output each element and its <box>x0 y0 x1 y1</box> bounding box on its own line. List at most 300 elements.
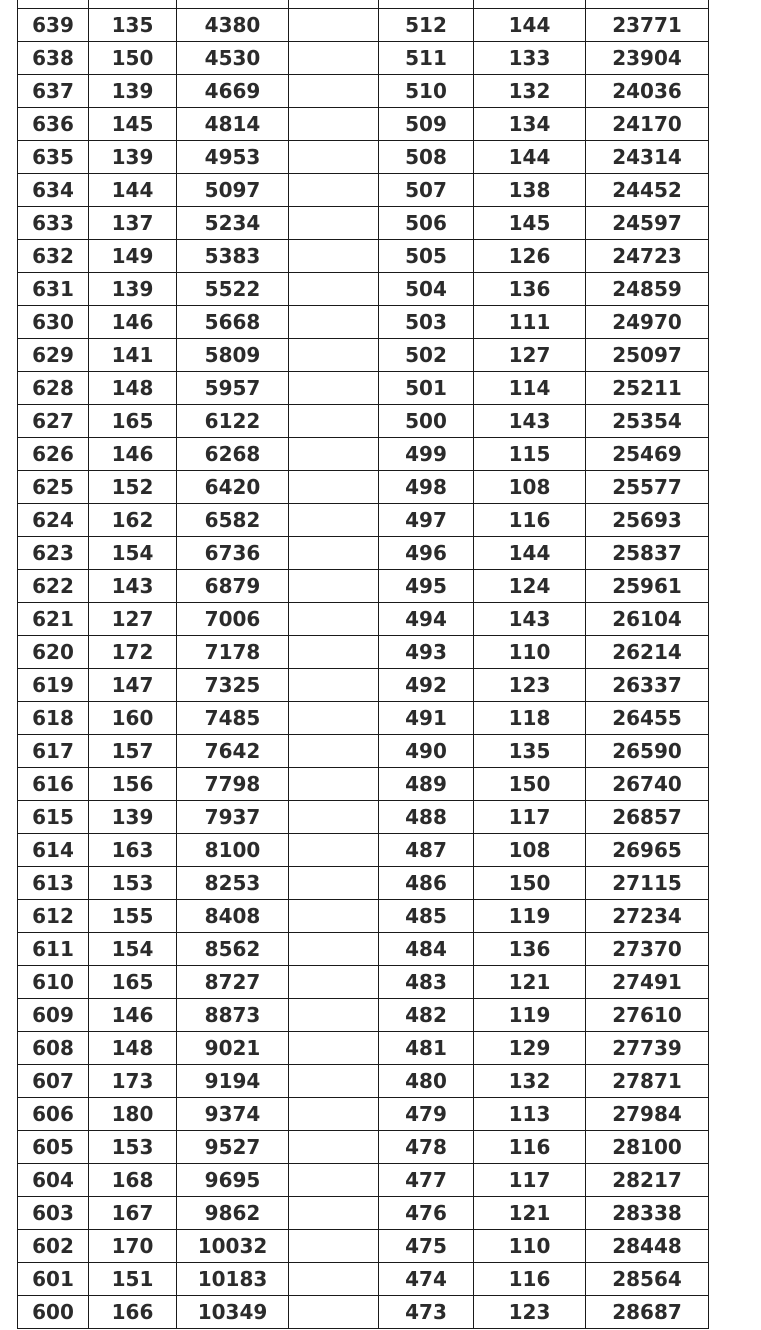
cell-cumulative-a: 8727 <box>177 966 289 999</box>
table-row <box>18 306 709 339</box>
cell-cumulative-b: 28100 <box>586 1131 709 1164</box>
table-row <box>18 207 709 240</box>
cell-cumulative-b: 23904 <box>586 42 709 75</box>
table-row <box>18 240 709 273</box>
cell-cumulative-b: 26214 <box>586 636 709 669</box>
cell-spacer <box>289 669 379 702</box>
cell-score-b: 475 <box>379 1230 474 1263</box>
cell-cumulative-a: 10032 <box>177 1230 289 1263</box>
cell-score-a: 634 <box>18 174 89 207</box>
cell-count-b: 129 <box>474 1032 586 1065</box>
cell-cumulative-b: 26857 <box>586 801 709 834</box>
cell-count-a: 157 <box>89 735 177 768</box>
cell-score-a: 635 <box>18 141 89 174</box>
cell-count-b: 118 <box>474 702 586 735</box>
cell-score-a: 601 <box>18 1263 89 1296</box>
cell-score-a: 614 <box>18 834 89 867</box>
cell-score-a: 617 <box>18 735 89 768</box>
cell-count-b: 121 <box>474 1197 586 1230</box>
cell-cumulative-b: 27234 <box>586 900 709 933</box>
cell-spacer <box>289 438 379 471</box>
cell-score-a: 619 <box>18 669 89 702</box>
cell-cumulative-b: 26965 <box>586 834 709 867</box>
cell-count-b: 136 <box>474 273 586 306</box>
cell-score-b: 476 <box>379 1197 474 1230</box>
cell-cumulative-a <box>177 0 289 9</box>
cell-score-a: 600 <box>18 1296 89 1329</box>
cell-cumulative-a: 8100 <box>177 834 289 867</box>
cell-cumulative-a: 5957 <box>177 372 289 405</box>
cell-spacer <box>289 900 379 933</box>
cell-cumulative-b: 26455 <box>586 702 709 735</box>
cell-cumulative-b: 24723 <box>586 240 709 273</box>
cell-cumulative-b: 28217 <box>586 1164 709 1197</box>
cell-spacer <box>289 75 379 108</box>
cell-cumulative-a: 5234 <box>177 207 289 240</box>
cell-count-a: 168 <box>89 1164 177 1197</box>
cell-score-a: 620 <box>18 636 89 669</box>
cell-count-b: 126 <box>474 240 586 273</box>
cell-spacer <box>289 372 379 405</box>
cell-count-a: 146 <box>89 438 177 471</box>
cell-cumulative-b: 25577 <box>586 471 709 504</box>
cell-count-b: 132 <box>474 1065 586 1098</box>
cell-cumulative-a: 4953 <box>177 141 289 174</box>
cell-cumulative-a: 7006 <box>177 603 289 636</box>
cell-count-a: 135 <box>89 9 177 42</box>
cell-score-b: 509 <box>379 108 474 141</box>
cell-score-a: 622 <box>18 570 89 603</box>
cell-count-b: 119 <box>474 900 586 933</box>
cell-cumulative-a: 8873 <box>177 999 289 1032</box>
table-row <box>18 42 709 75</box>
cell-cumulative-b: 24036 <box>586 75 709 108</box>
cell-score-a: 626 <box>18 438 89 471</box>
table-row <box>18 735 709 768</box>
cell-cumulative-a: 7642 <box>177 735 289 768</box>
table-row <box>18 537 709 570</box>
cell-spacer <box>289 405 379 438</box>
table-row <box>18 75 709 108</box>
cell-score-b: 486 <box>379 867 474 900</box>
cell-score-b: 489 <box>379 768 474 801</box>
cell-spacer <box>289 1230 379 1263</box>
cell-score-a: 615 <box>18 801 89 834</box>
cell-count-a: 152 <box>89 471 177 504</box>
table-body <box>18 0 709 1329</box>
cell-spacer <box>289 306 379 339</box>
cell-spacer <box>289 867 379 900</box>
table-row <box>18 174 709 207</box>
cell-spacer <box>289 702 379 735</box>
cell-score-b: 479 <box>379 1098 474 1131</box>
cell-cumulative-b: 25354 <box>586 405 709 438</box>
cell-count-a: 148 <box>89 372 177 405</box>
cell-cumulative-b: 26590 <box>586 735 709 768</box>
cell-count-a: 139 <box>89 273 177 306</box>
cell-score-a: 616 <box>18 768 89 801</box>
table-row <box>18 1065 709 1098</box>
cell-count-a: 170 <box>89 1230 177 1263</box>
table-row <box>18 867 709 900</box>
cell-count-b: 136 <box>474 933 586 966</box>
cell-score-b: 492 <box>379 669 474 702</box>
cell-cumulative-a: 8408 <box>177 900 289 933</box>
cell-count-b: 150 <box>474 867 586 900</box>
cell-cumulative-b: 27115 <box>586 867 709 900</box>
table-row <box>18 1164 709 1197</box>
cell-count-b: 117 <box>474 801 586 834</box>
table-row <box>18 372 709 405</box>
cell-count-a: 146 <box>89 999 177 1032</box>
cell-spacer <box>289 966 379 999</box>
cell-cumulative-b: 24452 <box>586 174 709 207</box>
cell-score-b: 480 <box>379 1065 474 1098</box>
table-row <box>18 1197 709 1230</box>
cell-cumulative-b: 28687 <box>586 1296 709 1329</box>
table-row <box>18 999 709 1032</box>
cell-spacer <box>289 1032 379 1065</box>
cell-cumulative-b: 24859 <box>586 273 709 306</box>
cell-score-a: 629 <box>18 339 89 372</box>
cell-score-b: 508 <box>379 141 474 174</box>
cell-spacer <box>289 1131 379 1164</box>
cell-count-a: 154 <box>89 933 177 966</box>
cell-score-a: 625 <box>18 471 89 504</box>
cell-score-a: 633 <box>18 207 89 240</box>
cell-count-b: 114 <box>474 372 586 405</box>
cell-cumulative-b: 27370 <box>586 933 709 966</box>
cell-count-b: 123 <box>474 669 586 702</box>
cell-count-b: 134 <box>474 108 586 141</box>
cell-count-b: 123 <box>474 1296 586 1329</box>
cell-score-b: 502 <box>379 339 474 372</box>
cell-cumulative-a: 4380 <box>177 9 289 42</box>
cell-count-b: 143 <box>474 603 586 636</box>
table-row <box>18 636 709 669</box>
cell-spacer <box>289 1098 379 1131</box>
cell-count-a: 137 <box>89 207 177 240</box>
cell-count-a: 165 <box>89 966 177 999</box>
cell-spacer <box>289 141 379 174</box>
table-row <box>18 1296 709 1329</box>
cell-cumulative-b: 27739 <box>586 1032 709 1065</box>
cell-cumulative-a: 10349 <box>177 1296 289 1329</box>
cell-score-a: 608 <box>18 1032 89 1065</box>
table-row <box>18 405 709 438</box>
cell-cumulative-a: 9862 <box>177 1197 289 1230</box>
cell-cumulative-a: 5097 <box>177 174 289 207</box>
cell-spacer <box>289 834 379 867</box>
cell-spacer <box>289 1164 379 1197</box>
table-row <box>18 1263 709 1296</box>
cell-cumulative-a: 6268 <box>177 438 289 471</box>
cell-score-a: 630 <box>18 306 89 339</box>
cell-cumulative-b: 25961 <box>586 570 709 603</box>
cell-cumulative-a: 4814 <box>177 108 289 141</box>
cell-count-b: 115 <box>474 438 586 471</box>
cell-spacer <box>289 273 379 306</box>
cell-score-b: 482 <box>379 999 474 1032</box>
cell-count-b: 108 <box>474 471 586 504</box>
cell-score-a <box>18 0 89 9</box>
cell-score-a: 621 <box>18 603 89 636</box>
cell-score-a: 611 <box>18 933 89 966</box>
cell-count-a: 153 <box>89 867 177 900</box>
cell-spacer <box>289 603 379 636</box>
cell-score-b: 474 <box>379 1263 474 1296</box>
cell-score-b: 487 <box>379 834 474 867</box>
cell-spacer <box>289 9 379 42</box>
cell-score-b: 488 <box>379 801 474 834</box>
cell-cumulative-b: 25097 <box>586 339 709 372</box>
cell-score-b: 501 <box>379 372 474 405</box>
cell-count-a: 139 <box>89 141 177 174</box>
cell-cumulative-b: 24314 <box>586 141 709 174</box>
cell-count-b: 110 <box>474 636 586 669</box>
cell-spacer <box>289 240 379 273</box>
cell-score-b: 512 <box>379 9 474 42</box>
cell-count-a: 151 <box>89 1263 177 1296</box>
cell-cumulative-b: 28338 <box>586 1197 709 1230</box>
cell-score-b: 478 <box>379 1131 474 1164</box>
cell-spacer <box>289 801 379 834</box>
cell-score-a: 624 <box>18 504 89 537</box>
cell-score-b: 510 <box>379 75 474 108</box>
cell-score-b: 506 <box>379 207 474 240</box>
cell-cumulative-b: 27610 <box>586 999 709 1032</box>
cell-cumulative-a: 4669 <box>177 75 289 108</box>
cell-score-b: 494 <box>379 603 474 636</box>
score-distribution-table <box>17 0 709 1329</box>
cell-count-b: 144 <box>474 9 586 42</box>
cell-spacer <box>289 108 379 141</box>
cell-cumulative-a: 9374 <box>177 1098 289 1131</box>
cell-score-a: 606 <box>18 1098 89 1131</box>
cell-cumulative-a: 9527 <box>177 1131 289 1164</box>
cell-spacer <box>289 537 379 570</box>
cell-count-b: 116 <box>474 1131 586 1164</box>
cell-cumulative-b: 28564 <box>586 1263 709 1296</box>
cell-cumulative-a: 4530 <box>177 42 289 75</box>
cell-score-b: 503 <box>379 306 474 339</box>
cell-count-a: 166 <box>89 1296 177 1329</box>
cell-count-b: 111 <box>474 306 586 339</box>
cell-spacer <box>289 1296 379 1329</box>
cell-score-a: 623 <box>18 537 89 570</box>
cell-cumulative-b: 27984 <box>586 1098 709 1131</box>
cell-count-a: 146 <box>89 306 177 339</box>
cell-cumulative-a: 7178 <box>177 636 289 669</box>
cell-cumulative-a: 9194 <box>177 1065 289 1098</box>
cell-spacer <box>289 174 379 207</box>
cell-cumulative-a: 6736 <box>177 537 289 570</box>
cell-score-a: 638 <box>18 42 89 75</box>
cell-count-b: 119 <box>474 999 586 1032</box>
cell-score-b: 507 <box>379 174 474 207</box>
cell-count-b: 145 <box>474 207 586 240</box>
cell-score-b: 490 <box>379 735 474 768</box>
cell-count-b: 124 <box>474 570 586 603</box>
cell-count-a: 141 <box>89 339 177 372</box>
table-row <box>18 339 709 372</box>
cell-spacer <box>289 504 379 537</box>
table-row <box>18 1131 709 1164</box>
cell-score-b: 484 <box>379 933 474 966</box>
cell-count-b: 133 <box>474 42 586 75</box>
cell-score-b: 495 <box>379 570 474 603</box>
cell-cumulative-a: 7325 <box>177 669 289 702</box>
cell-cumulative-b: 23771 <box>586 9 709 42</box>
cell-spacer <box>289 339 379 372</box>
cell-count-a: 149 <box>89 240 177 273</box>
cell-count-a: 139 <box>89 801 177 834</box>
cell-score-b: 481 <box>379 1032 474 1065</box>
cell-spacer <box>289 768 379 801</box>
cell-count-b: 144 <box>474 141 586 174</box>
cell-cumulative-a: 7937 <box>177 801 289 834</box>
cell-cumulative-b: 26740 <box>586 768 709 801</box>
table-row <box>18 1098 709 1131</box>
cell-score-b: 511 <box>379 42 474 75</box>
cell-score-b <box>379 0 474 9</box>
cell-cumulative-a: 7485 <box>177 702 289 735</box>
cell-cumulative-b: 27871 <box>586 1065 709 1098</box>
cell-score-a: 609 <box>18 999 89 1032</box>
cell-count-b: 143 <box>474 405 586 438</box>
cell-count-b: 117 <box>474 1164 586 1197</box>
cell-cumulative-b: 24597 <box>586 207 709 240</box>
cell-count-a: 154 <box>89 537 177 570</box>
cell-score-a: 632 <box>18 240 89 273</box>
cell-score-a: 639 <box>18 9 89 42</box>
cell-spacer <box>289 636 379 669</box>
cell-score-a: 636 <box>18 108 89 141</box>
cell-score-a: 637 <box>18 75 89 108</box>
cell-count-b <box>474 0 586 9</box>
cell-count-b: 116 <box>474 1263 586 1296</box>
cell-spacer <box>289 735 379 768</box>
cell-count-a: 173 <box>89 1065 177 1098</box>
cell-spacer <box>289 1065 379 1098</box>
cell-score-b: 497 <box>379 504 474 537</box>
cell-spacer <box>289 1197 379 1230</box>
cell-spacer <box>289 0 379 9</box>
cell-count-a: 155 <box>89 900 177 933</box>
cell-score-b: 499 <box>379 438 474 471</box>
table-row <box>18 933 709 966</box>
cell-count-b: 127 <box>474 339 586 372</box>
cell-count-b: 121 <box>474 966 586 999</box>
cell-cumulative-a: 9021 <box>177 1032 289 1065</box>
cell-count-b: 150 <box>474 768 586 801</box>
cell-count-b: 144 <box>474 537 586 570</box>
cell-score-a: 628 <box>18 372 89 405</box>
cell-spacer <box>289 933 379 966</box>
cell-score-b: 483 <box>379 966 474 999</box>
cell-count-a: 172 <box>89 636 177 669</box>
cell-score-b: 504 <box>379 273 474 306</box>
cell-count-a <box>89 0 177 9</box>
table-row <box>18 504 709 537</box>
cell-count-b: 113 <box>474 1098 586 1131</box>
cell-score-a: 612 <box>18 900 89 933</box>
cell-count-b: 108 <box>474 834 586 867</box>
cell-count-a: 139 <box>89 75 177 108</box>
cell-count-b: 138 <box>474 174 586 207</box>
cell-cumulative-b: 27491 <box>586 966 709 999</box>
table-row <box>18 108 709 141</box>
table-row <box>18 141 709 174</box>
cell-score-b: 473 <box>379 1296 474 1329</box>
cell-score-a: 631 <box>18 273 89 306</box>
cell-count-a: 127 <box>89 603 177 636</box>
table-row <box>18 603 709 636</box>
cell-count-b: 116 <box>474 504 586 537</box>
cell-count-b: 110 <box>474 1230 586 1263</box>
cell-spacer <box>289 999 379 1032</box>
cell-cumulative-b: 28448 <box>586 1230 709 1263</box>
cell-cumulative-a: 5668 <box>177 306 289 339</box>
cell-count-a: 153 <box>89 1131 177 1164</box>
cell-cumulative-a: 6879 <box>177 570 289 603</box>
cell-count-a: 150 <box>89 42 177 75</box>
cell-spacer <box>289 207 379 240</box>
table-row <box>18 438 709 471</box>
cell-count-a: 156 <box>89 768 177 801</box>
cell-score-a: 627 <box>18 405 89 438</box>
cell-count-a: 167 <box>89 1197 177 1230</box>
table-row <box>18 570 709 603</box>
cell-score-a: 604 <box>18 1164 89 1197</box>
cell-cumulative-a: 6582 <box>177 504 289 537</box>
cell-score-b: 496 <box>379 537 474 570</box>
cell-spacer <box>289 42 379 75</box>
table-row <box>18 9 709 42</box>
cell-cumulative-b: 25211 <box>586 372 709 405</box>
cell-score-b: 505 <box>379 240 474 273</box>
cell-cumulative-b: 24970 <box>586 306 709 339</box>
cell-count-a: 147 <box>89 669 177 702</box>
cell-count-a: 145 <box>89 108 177 141</box>
table-row <box>18 702 709 735</box>
cell-cumulative-a: 6122 <box>177 405 289 438</box>
table-row <box>18 966 709 999</box>
cell-cumulative-a: 7798 <box>177 768 289 801</box>
cell-score-a: 602 <box>18 1230 89 1263</box>
cell-score-a: 603 <box>18 1197 89 1230</box>
cell-score-a: 605 <box>18 1131 89 1164</box>
table-row <box>18 834 709 867</box>
table-row <box>18 1230 709 1263</box>
cell-count-a: 162 <box>89 504 177 537</box>
cell-cumulative-a: 9695 <box>177 1164 289 1197</box>
cell-count-a: 143 <box>89 570 177 603</box>
table-row <box>18 900 709 933</box>
cell-count-a: 160 <box>89 702 177 735</box>
cell-count-a: 148 <box>89 1032 177 1065</box>
cell-cumulative-a: 10183 <box>177 1263 289 1296</box>
cell-score-b: 493 <box>379 636 474 669</box>
cell-cumulative-b: 25693 <box>586 504 709 537</box>
cell-cumulative-b: 25469 <box>586 438 709 471</box>
cell-cumulative-b: 24170 <box>586 108 709 141</box>
table-row <box>18 471 709 504</box>
cell-score-a: 610 <box>18 966 89 999</box>
cell-count-a: 163 <box>89 834 177 867</box>
table-row <box>18 1032 709 1065</box>
cell-count-a: 165 <box>89 405 177 438</box>
